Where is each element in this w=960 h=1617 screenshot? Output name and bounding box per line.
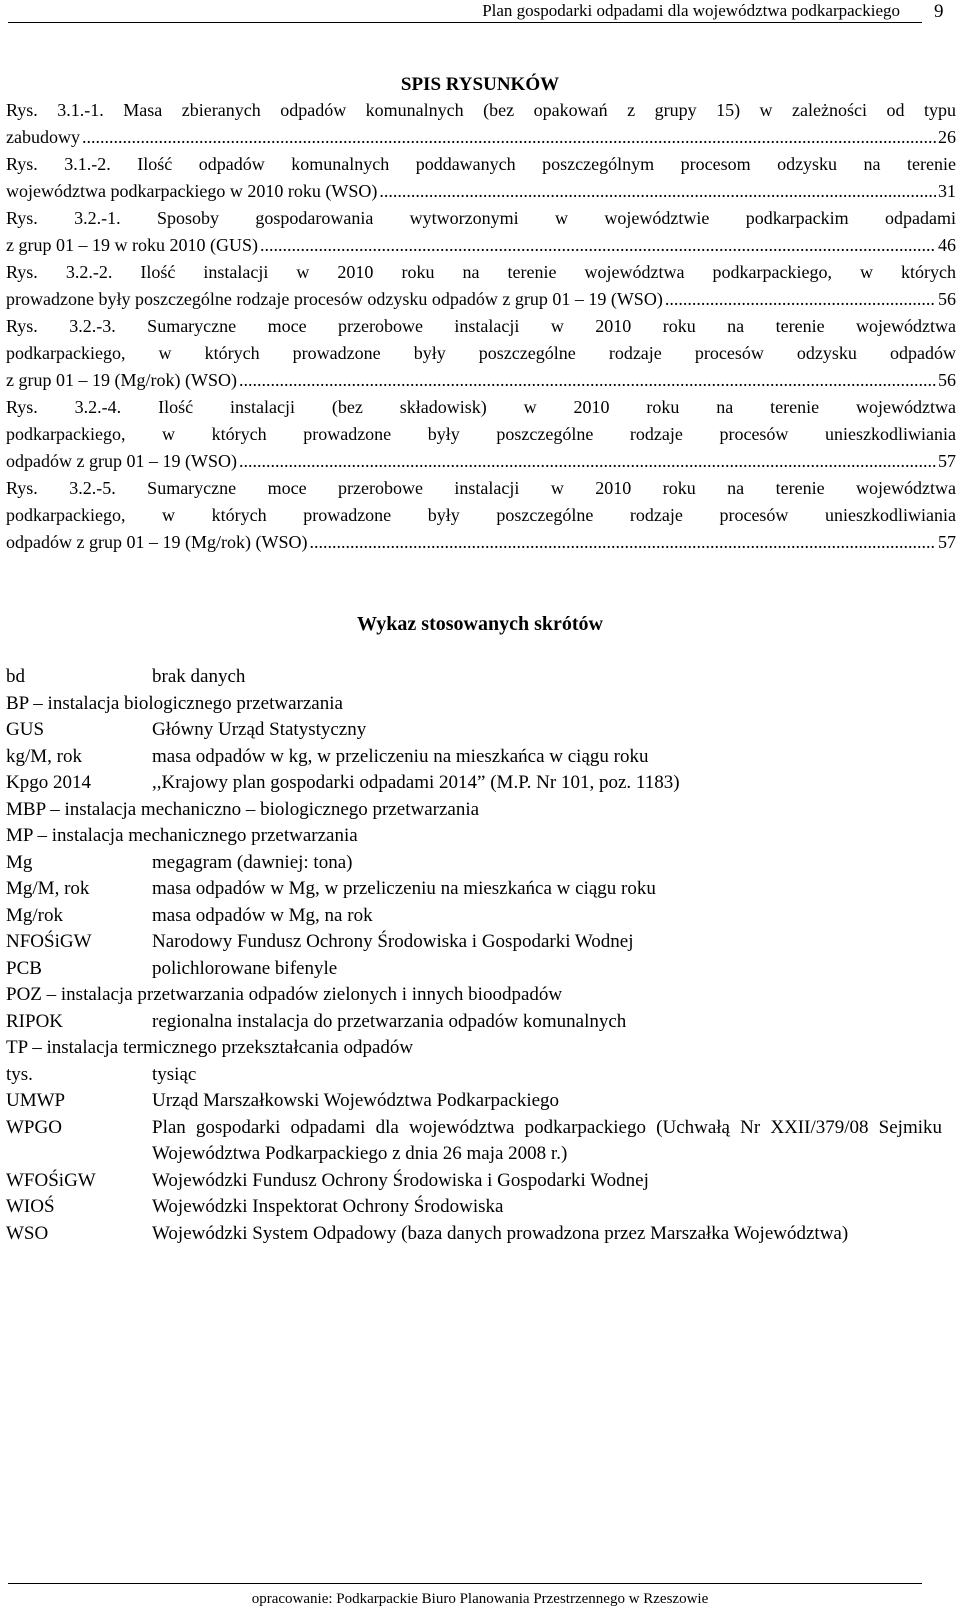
figure-entry-text: podkarpackiego, w których prowadzone były poszczególne rodzaje procesów odzysku odpadów <box>6 343 956 363</box>
figure-page-number: 46 <box>938 235 956 255</box>
abbreviation-row <box>6 956 956 983</box>
figure-page-number: 56 <box>938 289 956 309</box>
dot-leader <box>239 448 936 475</box>
abbreviation-term: Mg/M, rok <box>6 878 90 899</box>
figure-entry-last-text: zabudowy <box>6 127 80 147</box>
figure-entry-text: Rys. 3.1.-2. Ilość odpadów komunalnych poddawanych poszczególnym procesom odzysku na terenie <box>6 154 956 174</box>
abbreviation-row <box>6 1115 956 1168</box>
figure-entry[interactable] <box>6 151 956 205</box>
abbreviation-row <box>6 1194 956 1221</box>
page-number: 9 <box>934 1 944 22</box>
figure-entry-text: Rys. 3.1.-1. Masa zbieranych odpadów komunalnych (bez opakowań z grupy 15) w zależności od typu <box>6 100 956 120</box>
abbreviation-definition: – instalacja mechanicznego przetwarzania <box>37 825 358 846</box>
abbreviation-row <box>6 691 956 718</box>
page-header <box>0 0 960 40</box>
abbreviation-term: tys. <box>6 1063 33 1085</box>
figure-entry-last-line <box>6 232 956 259</box>
abbreviation-definition: – instalacja przetwarzania odpadów zielonych i innych bioodpadów <box>46 984 563 1005</box>
figure-entry-last-text: prowadzone były poszczególne rodzaje procesów odzysku odpadów z grup 01 – 19 (WSO) <box>6 289 663 309</box>
abbreviation-row <box>6 664 956 691</box>
figure-entry-text: podkarpackiego, w których prowadzone były poszczególne rodzaje procesów unieszkodliwiania <box>6 505 956 525</box>
abbreviation-row <box>6 876 956 903</box>
abbreviation-term: Kpgo 2014 <box>6 772 91 793</box>
abbreviation-row <box>6 1088 956 1115</box>
abbreviation-row <box>6 797 956 824</box>
abbreviation-definition: masa odpadów w Mg, w przeliczeniu na mieszkańca w ciągu roku <box>152 878 656 899</box>
abbreviation-definition: Główny Urząd Statystyczny <box>152 719 367 740</box>
figures-list-heading: SPIS RYSUNKÓW <box>400 74 560 95</box>
abbreviation-term: WIOŚ <box>6 1196 55 1217</box>
figure-entry[interactable] <box>6 313 956 394</box>
abbreviation-row <box>6 823 956 850</box>
figure-entry-last-line <box>6 178 956 205</box>
abbreviation-row <box>6 982 956 1009</box>
abbreviation-row <box>6 1221 956 1248</box>
header-title: Plan gospodarki odpadami dla województwa podkarpackiego <box>482 1 900 20</box>
figure-entry-last-line <box>6 529 956 556</box>
abbreviation-definition: Plan gospodarki odpadami dla województwa podkarpackiego (Uchwałą Nr XXII/379/08 Sejmiku Województwa Podkarpackiego z dnia 26 maja 2008 r.) <box>152 1116 942 1164</box>
figure-entry-last-line <box>6 367 956 394</box>
abbreviation-definition: – instalacja termicznego przekształcania odpadów <box>32 1037 414 1058</box>
figure-entry-text: Rys. 3.2.-1. Sposoby gospodarowania wytworzonymi w województwie podkarpackim odpadami <box>6 208 956 228</box>
figure-entry-last-text: z grup 01 – 19 (Mg/rok) (WSO) <box>6 370 237 390</box>
abbreviation-definition: masa odpadów w kg, w przeliczeniu na mieszkańca w ciągu roku <box>152 745 649 767</box>
header-divider <box>8 22 922 23</box>
figure-entry-last-text: odpadów z grup 01 – 19 (Mg/rok) (WSO) <box>6 532 308 552</box>
dot-leader <box>665 286 936 313</box>
dot-leader <box>239 367 936 394</box>
abbreviation-term: TP <box>6 1037 28 1058</box>
figures-list <box>6 97 956 556</box>
abbreviation-row <box>6 744 956 771</box>
dot-leader <box>309 529 936 556</box>
dot-leader <box>82 124 936 151</box>
figure-entry-text: podkarpackiego, w których prowadzone były poszczególne rodzaje procesów unieszkodliwiania <box>6 424 956 444</box>
abbreviations-heading: Wykaz stosowanych skrótów <box>357 613 603 635</box>
figure-page-number: 57 <box>938 451 956 471</box>
figure-entry-text: Rys. 3.2.-4. Ilość instalacji (bez składowisk) w 2010 roku na terenie województwa <box>6 397 956 417</box>
abbreviation-term: MP <box>6 825 33 846</box>
abbreviation-row <box>6 1009 956 1036</box>
abbreviation-term: PCB <box>6 957 42 979</box>
figure-page-number: 56 <box>938 370 956 390</box>
abbreviation-row <box>6 717 956 744</box>
abbreviation-term: NFOŚiGW <box>6 931 92 952</box>
dot-leader <box>379 178 936 205</box>
figure-entry-last-text: województwa podkarpackiego w 2010 roku (WSO) <box>6 181 378 201</box>
abbreviation-definition: Urząd Marszałkowski Województwa Podkarpackiego <box>152 1090 560 1111</box>
figure-page-number: 57 <box>938 532 956 552</box>
figure-entry[interactable] <box>6 97 956 151</box>
abbreviation-row <box>6 1035 956 1062</box>
dot-leader <box>260 232 936 259</box>
abbreviation-definition: polichlorowane bifenyle <box>152 957 338 979</box>
abbreviation-definition: brak danych <box>152 666 246 687</box>
abbreviation-term: WSO <box>6 1222 49 1244</box>
abbreviation-definition: Wojewódzki Fundusz Ochrony Środowiska i Gospodarki Wodnej <box>152 1169 649 1191</box>
abbreviation-row <box>6 1168 956 1195</box>
page-footer: opracowanie: Podkarpackie Biuro Planowania Przestrzennego w Rzeszowie <box>251 1591 709 1607</box>
abbreviation-row <box>6 850 956 877</box>
figure-entry-last-line <box>6 448 956 475</box>
abbreviation-term: kg/M, rok <box>6 745 82 767</box>
figure-entry-last-text: odpadów z grup 01 – 19 (WSO) <box>6 451 237 471</box>
abbreviation-definition: ,,Krajowy plan gospodarki odpadami 2014” (M.P. Nr 101, poz. 1183) <box>152 772 680 793</box>
abbreviation-definition: – instalacja mechaniczno – biologicznego przetwarzania <box>50 798 480 820</box>
footer-divider <box>8 1583 922 1584</box>
figure-entry-last-line <box>6 286 956 313</box>
figure-entry-text: Rys. 3.2.-3. Sumaryczne moce przerobowe instalacji w 2010 roku na terenie województwa <box>6 316 956 336</box>
figure-entry-last-text: z grup 01 – 19 w roku 2010 (GUS) <box>6 235 258 255</box>
abbreviation-row <box>6 903 956 930</box>
figure-entry[interactable] <box>6 205 956 259</box>
abbreviation-term: bd <box>6 666 25 687</box>
abbreviation-term: Mg/rok <box>6 904 63 926</box>
abbreviation-definition: Wojewódzki Inspektorat Ochrony Środowiska <box>152 1196 504 1217</box>
figure-page-number: 31 <box>938 181 956 201</box>
abbreviation-definition: megagram (dawniej: tona) <box>152 851 353 873</box>
figure-entry-text: Rys. 3.2.-2. Ilość instalacji w 2010 roku na terenie województwa podkarpackiego, w których <box>6 262 956 282</box>
abbreviation-definition: masa odpadów w Mg, na rok <box>152 904 373 926</box>
figure-entry-last-line <box>6 124 956 151</box>
abbreviations-list <box>6 664 956 1247</box>
abbreviation-term: WPGO <box>6 1116 62 1138</box>
abbreviation-term: UMWP <box>6 1090 66 1111</box>
abbreviation-term: GUS <box>6 719 45 740</box>
abbreviation-row <box>6 770 956 797</box>
abbreviation-term: BP <box>6 692 29 714</box>
abbreviation-definition: Narodowy Fundusz Ochrony Środowiska i Gospodarki Wodnej <box>152 931 634 952</box>
figure-entry[interactable] <box>6 475 956 556</box>
abbreviation-definition: – instalacja biologicznego przetwarzania <box>33 692 343 714</box>
abbreviation-definition: regionalna instalacja do przetwarzania odpadów komunalnych <box>152 1010 627 1032</box>
figure-entry[interactable] <box>6 259 956 313</box>
figure-entry[interactable] <box>6 394 956 475</box>
abbreviation-term: POZ <box>6 984 42 1005</box>
abbreviation-term: MBP <box>6 798 46 820</box>
abbreviation-definition: Wojewódzki System Odpadowy (baza danych prowadzona przez Marszałka Województwa) <box>152 1222 849 1244</box>
abbreviation-row <box>6 929 956 956</box>
abbreviation-term: Mg <box>6 851 33 873</box>
abbreviation-definition: tysiąc <box>152 1063 197 1085</box>
abbreviation-term: RIPOK <box>6 1010 64 1032</box>
figure-page-number: 26 <box>938 127 956 147</box>
abbreviation-term: WFOŚiGW <box>6 1169 96 1191</box>
figure-entry-text: Rys. 3.2.-5. Sumaryczne moce przerobowe instalacji w 2010 roku na terenie województwa <box>6 478 956 498</box>
abbreviation-row <box>6 1062 956 1089</box>
